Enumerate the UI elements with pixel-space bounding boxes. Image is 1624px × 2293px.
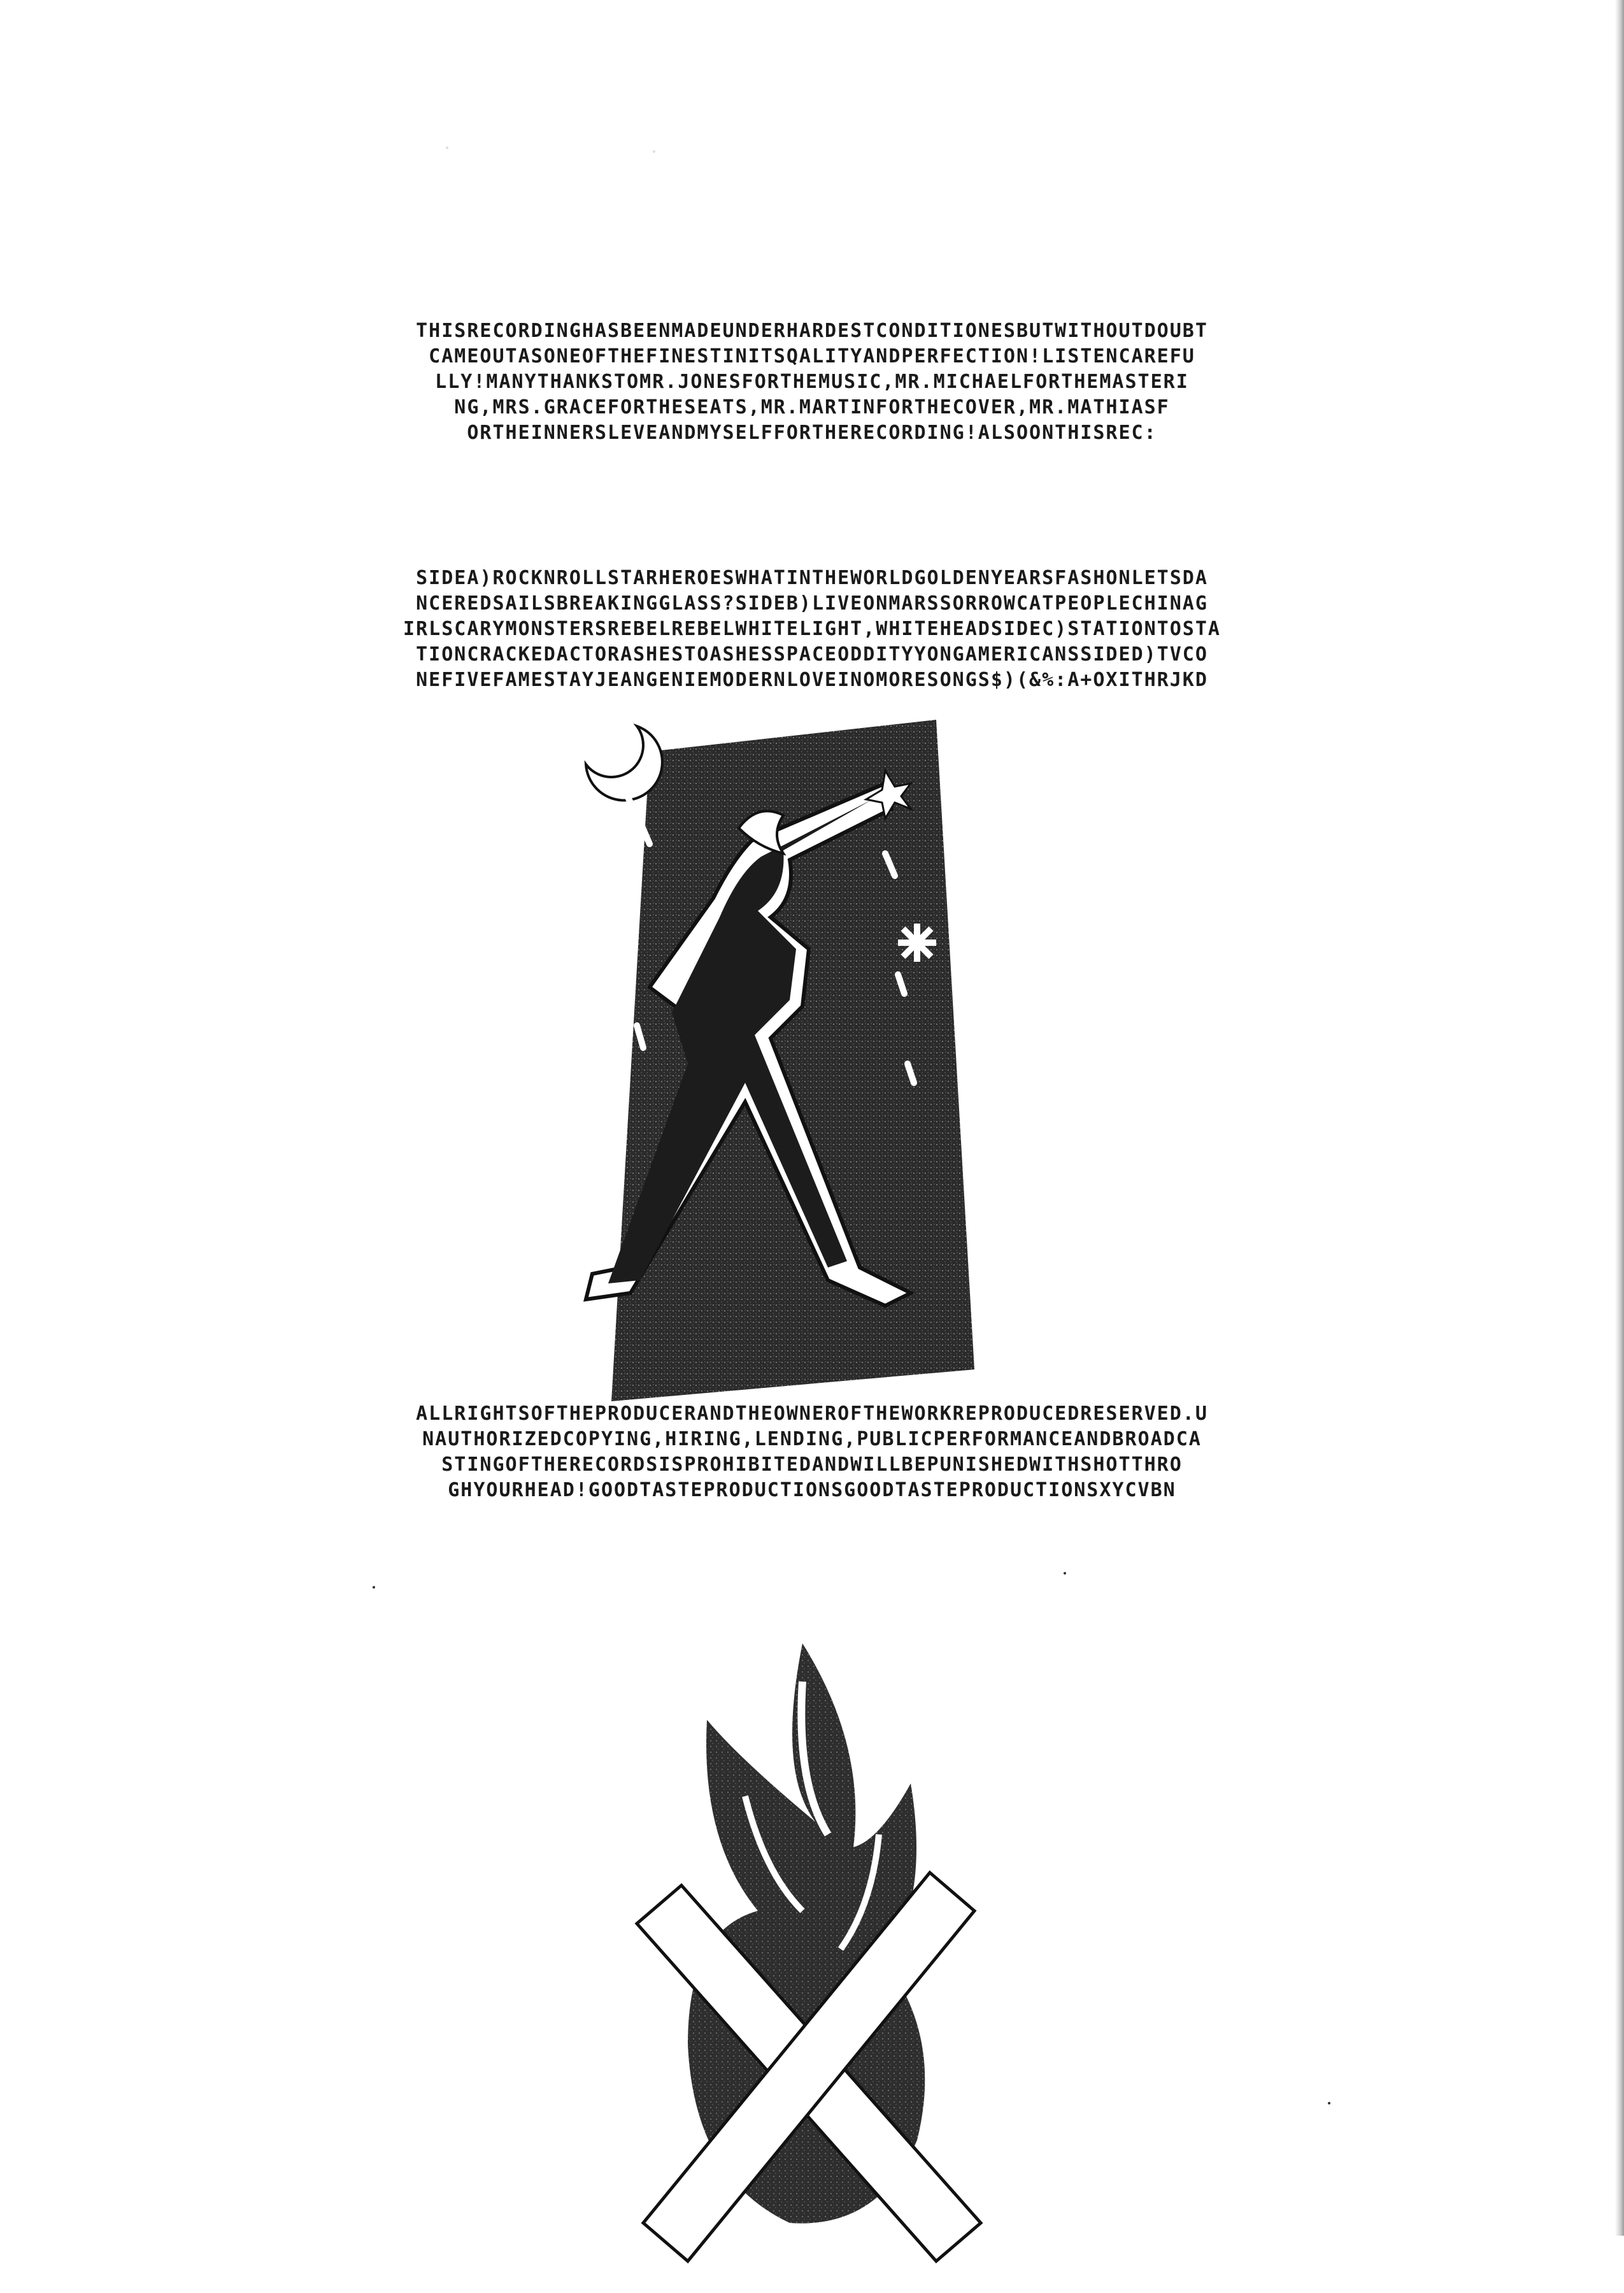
thanks-line: CAMEOUTASONEOFTHEFINESTINITSQALITYANDPERFECTION!LISTENCAREFU bbox=[429, 345, 1195, 368]
thanks-line: LLY!MANYTHANKSTOMR.JONESFORTHEMUSIC,MR.MICHAELFORTHEMASTERI bbox=[435, 371, 1189, 393]
print-speck bbox=[1328, 2102, 1330, 2104]
tracklist-paragraph bbox=[127, 566, 1497, 693]
rights-line: ALLRIGHTSOFTHEPRODUCERANDTHEOWNEROFTHEWORKREPRODUCEDRESERVED.U bbox=[416, 1403, 1208, 1425]
rights-line: NAUTHORIZEDCOPYING,HIRING,LENDING,PUBLICPERFORMANCEANDBROADCA bbox=[422, 1428, 1202, 1450]
print-speck bbox=[1064, 1572, 1066, 1575]
rights-line: STINGOFTHERECORDSISPROHIBITEDANDWILLBEPUNISHEDWITHSHOTTHRO bbox=[441, 1454, 1183, 1476]
thanks-line: THISRECORDINGHASBEENMADEUNDERHARDESTCONDITIONESBUTWITHOUTDOUBT bbox=[416, 320, 1208, 342]
flame-cross-print bbox=[611, 1631, 1006, 2293]
tracklist-line: IRLSCARYMONSTERSREBELREBELWHITELIGHT,WHITEHEADSIDEC)STATIONTOSTA bbox=[403, 618, 1221, 640]
rights-line: GHYOURHEAD!GOODTASTEPRODUCTIONSGOODTASTEPRODUCTIONSXYCVBN bbox=[448, 1479, 1176, 1501]
print-speck bbox=[653, 150, 655, 153]
tracklist-line: NCEREDSAILSBREAKINGGLASS?SIDEB)LIVEONMARSSORROWCATPEOPLECHINAG bbox=[416, 592, 1208, 615]
tracklist-line: TIONCRACKEDACTORASHESTOASHESSPACEODDITYYONGAMERICANSSIDED)TVCO bbox=[416, 643, 1208, 666]
asterisk-icon bbox=[898, 924, 936, 962]
thanks-paragraph bbox=[127, 318, 1497, 446]
dancing-figure-print bbox=[529, 707, 987, 1408]
print-speck bbox=[446, 146, 448, 149]
page-edge-shadow bbox=[1615, 0, 1624, 2236]
tracklist-line: NEFIVEFAMESTAYJEANGENIEMODERNLOVEINOMORESONGS$)(&%:A+OXITHRJKD bbox=[416, 669, 1208, 691]
thanks-line: NG,MRS.GRACEFORTHESEATS,MR.MARTINFORTHECOVER,MR.MATHIASF bbox=[454, 396, 1170, 418]
print-speck bbox=[373, 1586, 375, 1589]
thanks-line: ORTHEINNERSLEVEANDMYSELFFORTHERECORDING!ALSOONTHISREC: bbox=[467, 422, 1157, 444]
tracklist-line: SIDEA)ROCKNROLLSTARHEROESWHATINTHEWORLDGOLDENYEARSFASHONLETSDA bbox=[416, 567, 1208, 589]
rights-paragraph bbox=[127, 1401, 1497, 1503]
